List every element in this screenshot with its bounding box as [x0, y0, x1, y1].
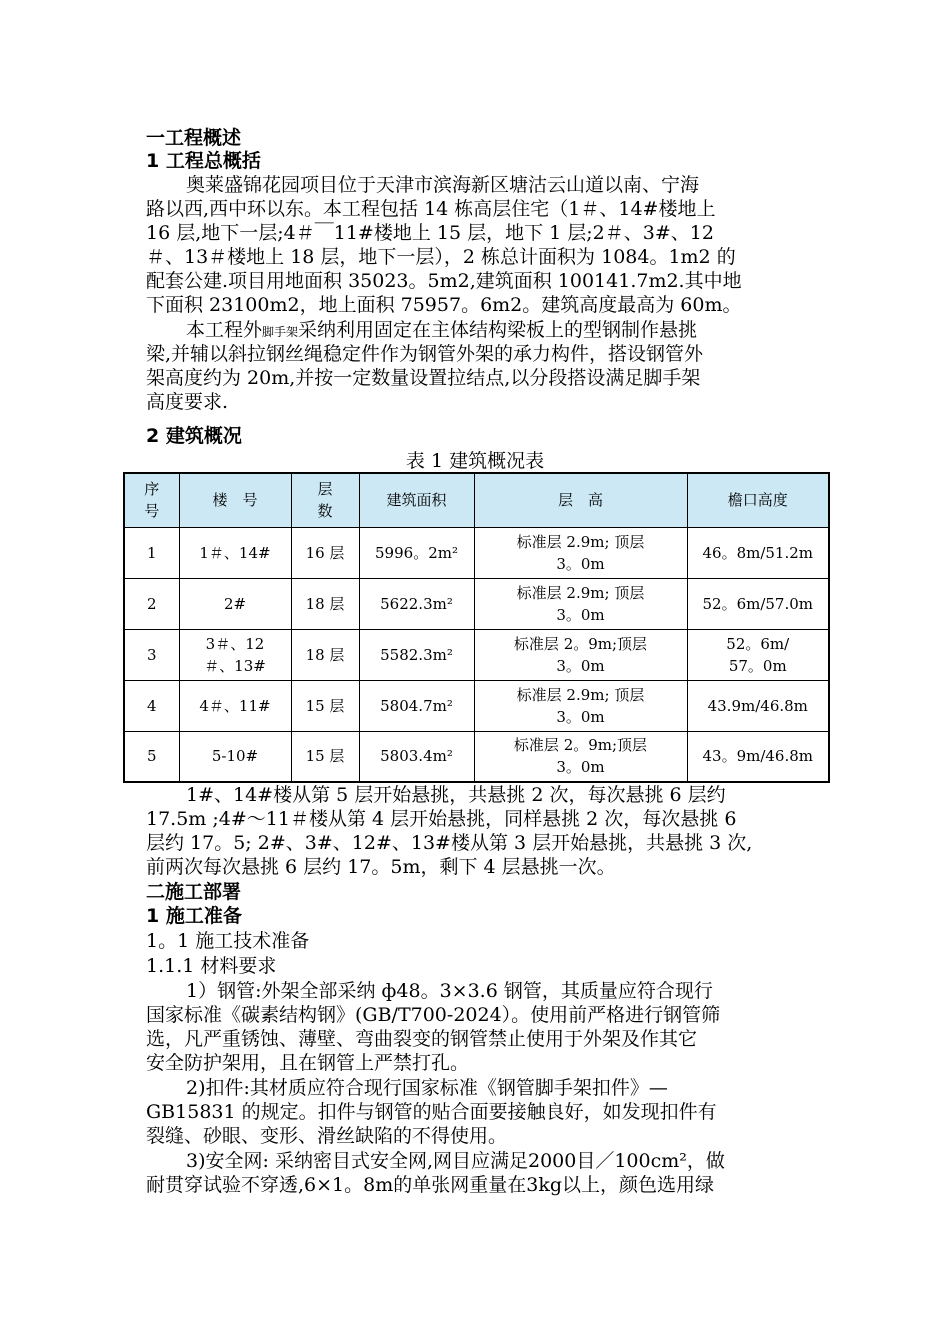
table-row	[124, 527, 829, 578]
cell-text: 15 层	[305, 747, 345, 766]
paragraph-line: 17.5m ;4#～11＃楼从第 4 层开始悬挑，同样悬挑 2 次，每次悬挑 6	[146, 808, 737, 830]
table-cell	[474, 680, 687, 731]
paragraph-line: 梁,并辅以斜拉钢丝绳稳定件作为钢管外架的承力构件，搭设钢管外	[146, 343, 704, 365]
table-row	[124, 578, 829, 629]
cell-text: 3＃、12	[205, 634, 265, 653]
table-cell	[124, 731, 179, 782]
text-run: 采纳利用固定在主体结构梁板上的型钢制作悬挑	[298, 319, 698, 341]
paragraph-line	[186, 319, 846, 343]
paragraph-line: 2)扣件:其材质应符合现行国家标准《钢管脚手架扣件》—	[186, 1077, 668, 1099]
cell-text: 16 层	[305, 543, 345, 562]
cell-text: 2#	[223, 594, 247, 613]
text-run-small: 脚手架	[262, 325, 299, 339]
header-cell	[179, 473, 291, 527]
cell-text: 4＃、11#	[199, 696, 271, 715]
paragraph-line: 16 层,地下一层;4＃￣11#楼地上 15 层，地下 1 层;2＃、3#、12	[146, 222, 714, 244]
table-cell	[687, 731, 829, 782]
paragraph-line: 3)安全网: 采纳密目式安全网,网目应满足2000目／100cm²，做	[186, 1150, 725, 1172]
table-cell	[124, 680, 179, 731]
table-cell	[474, 527, 687, 578]
cell-text: 标准层 2.9m; 顶层	[516, 685, 645, 704]
table-cell	[291, 731, 359, 782]
cell-text: 标准层 2。9m;顶层	[513, 634, 648, 653]
header-text: 檐口高度	[727, 491, 788, 510]
cell-text: 5996。2m²	[375, 543, 458, 562]
paragraph-line: 架高度约为 20m,并按一定数量设置拉结点,以分段搭设满足脚手架	[146, 367, 701, 389]
paragraph-line: 层约 17。5; 2#、3#、12#、13#楼从第 3 层开始悬挑，共悬挑 3 次,	[146, 832, 753, 854]
header-cell	[687, 473, 829, 527]
table-cell	[179, 731, 291, 782]
cell-text: 46。8m/51.2m	[702, 543, 814, 562]
header-cell	[291, 473, 359, 527]
section-heading-overview: 一工程概述	[146, 127, 242, 149]
cell-text: ＃、13#	[204, 656, 266, 675]
table-cell	[124, 578, 179, 629]
cell-text: 5-10#	[211, 747, 259, 766]
table-row	[124, 629, 829, 680]
cell-text: 4	[146, 696, 157, 715]
building-table	[123, 472, 830, 783]
paragraph-line: 路以西,西中环以东。本工程包括 14 栋高层住宅（1＃、14#楼地上	[146, 198, 716, 220]
table-cell	[124, 629, 179, 680]
table-cell	[124, 527, 179, 578]
text-run: 本工程外	[186, 319, 263, 341]
table-cell	[179, 578, 291, 629]
subheading-building: 2 建筑概况	[146, 425, 242, 447]
paragraph-line: ＃、13＃楼地上 18 层，地下一层），2 栋总计面积为 1084。1m2 的	[146, 246, 736, 268]
table-row	[124, 680, 829, 731]
table-cell	[359, 680, 474, 731]
paragraph-line: 耐贯穿试验不穿透,6×1。8m的单张网重量在3kg以上，颜色选用绿	[146, 1174, 715, 1196]
table-cell	[474, 629, 687, 680]
cell-text: 52。6m/57.0m	[702, 594, 814, 613]
cell-text: 15 层	[305, 696, 345, 715]
table-cell	[179, 680, 291, 731]
cell-text: 52。6m/	[726, 634, 790, 653]
table-cell	[359, 527, 474, 578]
header-text: 层	[317, 480, 333, 499]
subheading-materials: 1.1.1 材料要求	[146, 955, 277, 977]
paragraph-line: 配套公建.项目用地面积 35023。5m2,建筑面积 100141.7m2.其中地	[146, 270, 742, 292]
cell-text: 18 层	[305, 645, 345, 664]
header-text: 数	[317, 502, 333, 521]
cell-text: 1	[146, 543, 157, 562]
section-heading-deployment: 二施工部署	[146, 881, 242, 903]
subheading-preparation: 1 施工准备	[146, 905, 242, 927]
header-cell	[124, 473, 179, 527]
cell-text: 3	[146, 645, 157, 664]
header-text: 建筑面积	[386, 491, 447, 510]
cell-text: 3。0m	[556, 605, 605, 624]
paragraph-line: 安全防护架用，且在钢管上严禁打孔。	[146, 1052, 470, 1074]
cell-text: 57。0m	[728, 656, 787, 675]
table-cell	[474, 731, 687, 782]
cell-text: 标准层 2。9m;顶层	[513, 736, 648, 755]
subheading-tech-prep: 1。1 施工技术准备	[146, 930, 310, 952]
table-cell	[359, 629, 474, 680]
cell-text: 3。0m	[556, 758, 605, 777]
cell-text: 3。0m	[556, 656, 605, 675]
header-text: 序	[144, 480, 160, 499]
table-cell	[359, 731, 474, 782]
table-header-row	[124, 473, 829, 527]
cell-text: 5804.7m²	[380, 696, 453, 715]
cell-text: 3。0m	[556, 707, 605, 726]
paragraph-line: 选，凡严重锈蚀、薄壁、弯曲裂变的钢管禁止使用于外架及作其它	[146, 1028, 698, 1050]
table-cell	[179, 629, 291, 680]
cell-text: 5622.3m²	[380, 594, 453, 613]
paragraph-line: GB15831 的规定。扣件与钢管的贴合面要接触良好，如发现扣件有	[146, 1101, 717, 1123]
table-cell	[687, 680, 829, 731]
table-cell	[179, 527, 291, 578]
cell-text: 标准层 2.9m; 顶层	[516, 532, 645, 551]
table-cell	[687, 578, 829, 629]
paragraph-line: 奥莱盛锦花园项目位于天津市滨海新区塘沽云山道以南、宁海	[186, 174, 700, 196]
paragraph-line: 1）钢管:外架全部采纳 ф48。3×3.6 钢管，其质量应符合现行	[186, 980, 713, 1002]
cell-text: 5582.3m²	[380, 645, 453, 664]
table-cell	[291, 527, 359, 578]
table-cell	[291, 578, 359, 629]
cell-text: 3。0m	[556, 554, 605, 573]
table-cell	[474, 578, 687, 629]
header-text: 楼 号	[212, 491, 258, 510]
paragraph-line: 1#、14#楼从第 5 层开始悬挑，共悬挑 2 次，每次悬挑 6 层约	[186, 784, 726, 806]
header-cell	[359, 473, 474, 527]
table-cell	[291, 680, 359, 731]
table-cell	[359, 578, 474, 629]
table-row	[124, 731, 829, 782]
paragraph-line: 下面积 23100m2，地上面积 75957。6m2。建筑高度最高为 60m。	[146, 294, 742, 316]
table-cell	[687, 629, 829, 680]
table-cell	[687, 527, 829, 578]
cell-text: 18 层	[305, 594, 345, 613]
cell-text: 43.9m/46.8m	[707, 696, 808, 715]
paragraph-line: 前两次每次悬挑 6 层约 17。5m，剩下 4 层悬挑一次。	[146, 856, 616, 878]
paragraph-line: 裂缝、砂眼、变形、滑丝缺陷的不得使用。	[146, 1125, 508, 1147]
header-text: 层 高	[557, 491, 603, 510]
header-cell	[474, 473, 687, 527]
subheading-general: 1 工程总概括	[146, 150, 261, 172]
cell-text: 43。9m/46.8m	[702, 747, 814, 766]
paragraph-line: 高度要求.	[146, 391, 229, 413]
cell-text: 5803.4m²	[380, 747, 453, 766]
table-cell	[291, 629, 359, 680]
paragraph-line: 国家标准《碳素结构钢》(GB/T700-2024）。使用前严格进行钢管筛	[146, 1004, 721, 1026]
cell-text: 1＃、14#	[199, 543, 271, 562]
cell-text: 标准层 2.9m; 顶层	[516, 583, 645, 602]
cell-text: 5	[146, 747, 157, 766]
header-text: 号	[144, 502, 160, 521]
cell-text: 2	[146, 594, 157, 613]
table-caption: 表 1 建筑概况表	[405, 450, 545, 472]
